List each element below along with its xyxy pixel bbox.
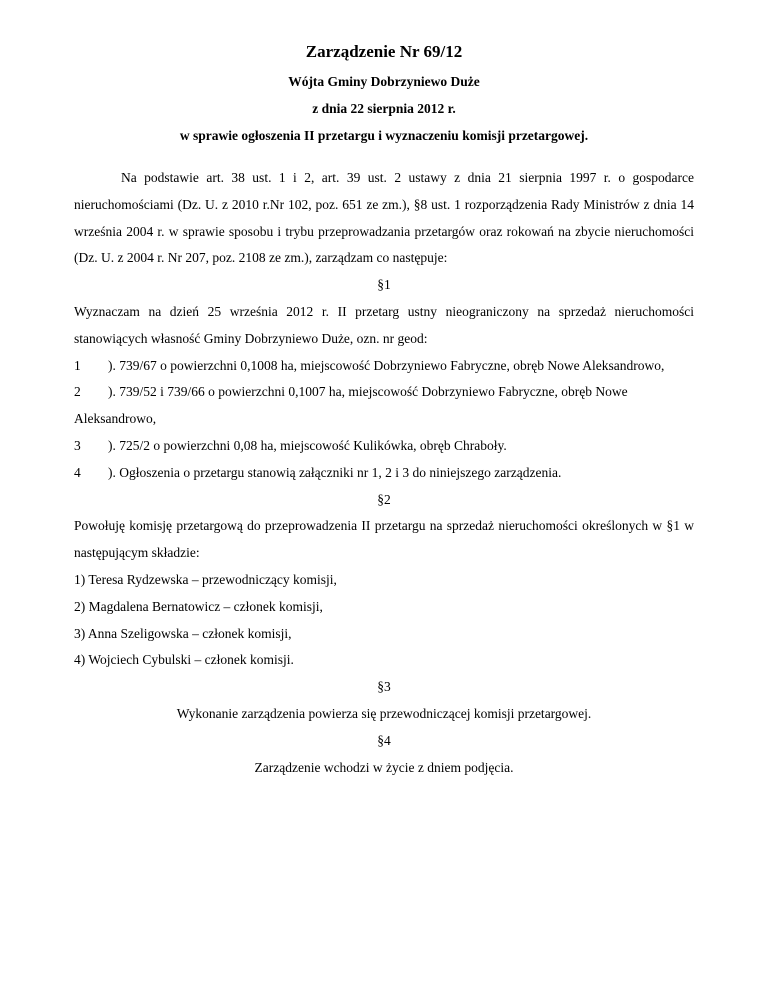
document-page xyxy=(74,32,694,781)
list-item-number: 1 xyxy=(74,357,81,373)
list-item-number: 2 xyxy=(74,384,81,400)
list-item xyxy=(74,353,694,380)
list-item-number: 3 xyxy=(74,437,81,453)
section-3-heading: §3 xyxy=(377,679,391,695)
date-line: z dnia 22 sierpnia 2012 r. xyxy=(312,101,456,116)
section-4-text: Zarządzenie wchodzi w życie z dniem podjęcia. xyxy=(254,759,514,775)
committee-member: 1) Teresa Rydzewska – przewodniczący komisji, xyxy=(74,571,337,587)
list-item-text: ). 739/52 i 739/66 o powierzchni 0,1007 ha, miejscowość Dobrzyniewo Fabryczne, obręb Nowe Aleksandrowo, xyxy=(74,384,628,427)
committee-member: 2) Magdalena Bernatowicz – członek komisji, xyxy=(74,598,323,614)
intro-paragraph: Na podstawie art. 38 ust. 1 i 2, art. 39 ust. 2 ustawy z dnia 21 sierpnia 1997 r. o gospodarce nieruchomościami (Dz. U. z 2010 r.Nr 102, poz. 651 ze zm.), §8 ust. 1 rozporządzenia Rady Ministrów z dnia 14 września 2004 r. w sprawie sposobu i trybu przeprowadzania przetargów oraz rokowań na zbycie nieruchomości (Dz. U. z 2004 r. Nr 207, poz. 2108 ze zm.), zarządzam co następuje: xyxy=(74,170,694,266)
list-item-text: ). Ogłoszenia o przetargu stanowią załączniki nr 1, 2 i 3 do niniejszego zarządzenia. xyxy=(108,464,562,480)
section-4-heading: §4 xyxy=(377,732,391,748)
section-1-text: Wyznaczam na dzień 25 września 2012 r. II przetarg ustny nieograniczony na sprzedaż nieruchomości stanowiących własność Gminy Dobrzyniewo Duże, ozn. nr geod: xyxy=(74,303,694,346)
issuer-line: Wójta Gminy Dobrzyniewo Duże xyxy=(288,74,480,89)
list-item-number: 4 xyxy=(74,464,81,480)
section-1-heading: §1 xyxy=(377,277,391,293)
committee-member: 4) Wojciech Cybulski – członek komisji. xyxy=(74,652,294,668)
document-title: Zarządzenie Nr 69/12 xyxy=(305,42,463,61)
list-item xyxy=(74,433,694,460)
list-item xyxy=(74,460,694,487)
committee-member: 3) Anna Szeligowska – członek komisji, xyxy=(74,625,292,641)
subject-line: w sprawie ogłoszenia II przetargu i wyznaczeniu komisji przetargowej. xyxy=(179,128,589,143)
section-2-text: Powołuję komisję przetargową do przeprowadzenia II przetargu na sprzedaż nieruchomości określonych w §1 w następującym składzie: xyxy=(74,518,694,561)
section-2-heading: §2 xyxy=(377,491,391,507)
list-item xyxy=(74,379,694,433)
list-item-text: ). 739/67 o powierzchni 0,1008 ha, miejscowość Dobrzyniewo Fabryczne, obręb Nowe Aleksandrowo, xyxy=(108,357,665,373)
section-3-text: Wykonanie zarządzenia powierza się przewodniczącej komisji przetargowej. xyxy=(176,705,592,721)
spacer xyxy=(74,149,694,165)
list-item-text: ). 725/2 o powierzchni 0,08 ha, miejscowość Kulikówka, obręb Chraboły. xyxy=(108,437,507,453)
